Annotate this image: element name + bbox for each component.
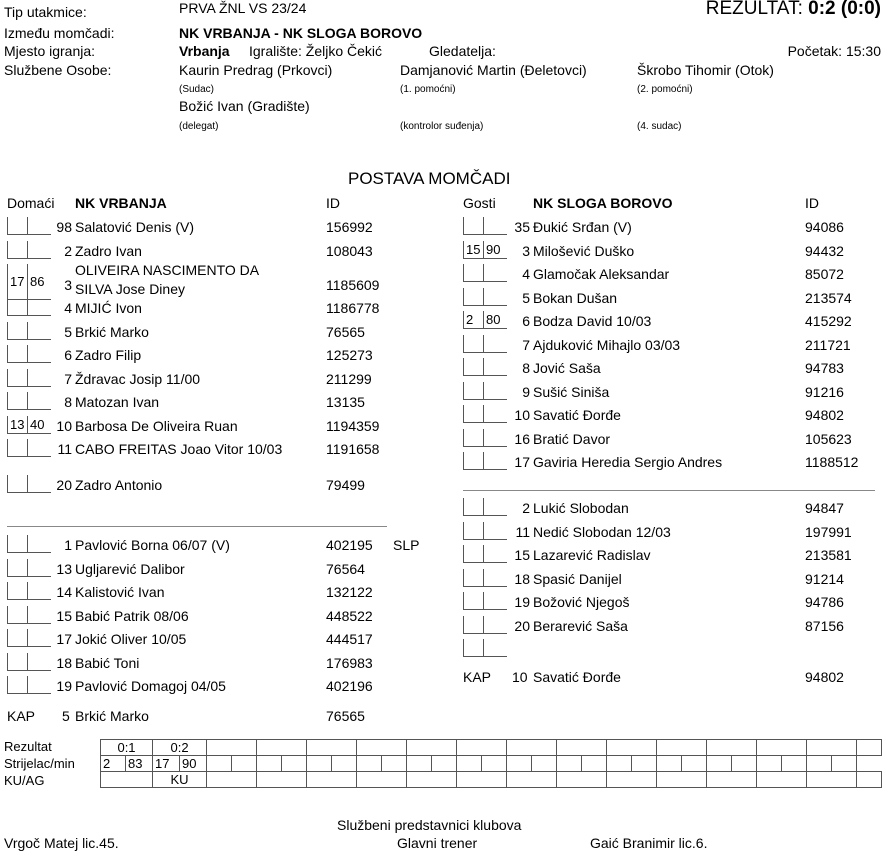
substitution-minute-box <box>7 298 27 316</box>
player-id: 402196 <box>326 678 373 694</box>
substitution-boxes <box>7 369 51 387</box>
player-id: 105623 <box>805 430 852 447</box>
player-id: 1191658 <box>326 441 380 457</box>
substitution-minute-box <box>7 653 27 671</box>
substitution-boxes <box>463 358 507 376</box>
substitution-boxes <box>7 217 51 235</box>
result-cell <box>856 740 881 756</box>
home-team-name: NK VRBANJA <box>75 195 167 211</box>
substitution-boxes <box>463 522 507 540</box>
official-role: (1. pomoćni) <box>400 84 456 95</box>
substitution-minute-box <box>7 369 27 387</box>
kuag-row <box>101 772 882 788</box>
substitution-boxes <box>463 405 507 423</box>
substitution-boxes <box>7 606 51 624</box>
player-id: 213574 <box>805 289 852 306</box>
player-number: 15 <box>514 547 530 563</box>
substitution-boxes <box>7 392 51 410</box>
substitution-minute-box <box>483 498 507 516</box>
player-note: SLP <box>393 537 420 553</box>
player-id: 76564 <box>326 560 365 577</box>
player-number: 17 <box>56 631 72 647</box>
player-name: Bokan Dušan <box>533 289 618 306</box>
substitution-minute-box <box>463 288 483 306</box>
scorer-cell: 17 <box>153 756 180 772</box>
player-id: 91214 <box>805 570 844 587</box>
substitution-boxes <box>463 311 507 329</box>
home-id-header: ID <box>326 195 340 211</box>
substitution-minute-box <box>7 475 27 493</box>
substitution-minute-box <box>483 264 507 282</box>
substitution-boxes <box>463 264 507 282</box>
substitution-minute-box <box>463 264 483 282</box>
player-number: 10 <box>56 417 72 434</box>
substitution-minute-box <box>483 592 507 610</box>
substitution-minute-box: 80 <box>483 311 507 329</box>
result-cell <box>656 740 706 756</box>
player-id: 94783 <box>805 360 844 376</box>
player-id: 415292 <box>805 313 852 329</box>
representatives-title: Službeni predstavnici klubova <box>337 817 522 833</box>
player-name: Matozan Ivan <box>75 394 160 410</box>
player-id: 211299 <box>326 370 372 387</box>
substitution-boxes <box>463 382 507 400</box>
substitution-boxes <box>463 592 507 610</box>
player-number: 10 <box>514 407 530 423</box>
away-side-label: Gosti <box>463 195 496 211</box>
official-name: Damjanović Martin (Đeletovci) <box>400 62 587 78</box>
player-number: 98 <box>56 219 72 235</box>
teams-value: NK VRBANJA - NK SLOGA BOROVO <box>179 25 423 41</box>
venue-label: Mjesto igranja: <box>4 43 96 59</box>
result-cell <box>556 740 606 756</box>
substitution-boxes <box>7 582 51 600</box>
officials-label: Službene Osobe: <box>4 62 112 78</box>
substitution-minute-box <box>463 452 483 470</box>
player-name: Pavlović Domagoj 04/05 <box>75 678 226 694</box>
player-name: Zadro Ivan <box>75 242 142 259</box>
result-cell <box>606 740 656 756</box>
result-cell: 0:1 <box>101 740 153 756</box>
home-divider <box>7 526 387 527</box>
substitution-minute-box <box>463 498 483 516</box>
result-cell <box>806 740 856 756</box>
substitution-minute-box <box>483 545 507 563</box>
result-cell <box>706 740 756 756</box>
substitution-minute-box <box>7 217 27 235</box>
player-name: Sušić Siniša <box>533 383 610 400</box>
player-name: Ugljarević Dalibor <box>75 560 185 577</box>
substitution-minute-box <box>463 592 483 610</box>
kuag-row-label: KU/AG <box>4 773 45 788</box>
result-table <box>100 739 882 788</box>
substitution-boxes <box>7 345 51 363</box>
player-name: Spasić Danijel <box>533 570 622 587</box>
player-number: 14 <box>56 584 72 600</box>
player-id: 176983 <box>326 654 373 671</box>
player-id: 94847 <box>805 500 844 516</box>
player-name: Zadro Filip <box>75 347 142 363</box>
player-id: 211721 <box>805 336 851 353</box>
home-captain-label: KAP <box>7 708 36 724</box>
result-cell <box>756 740 806 756</box>
player-id: 132122 <box>326 584 373 600</box>
substitution-minute-box <box>483 429 507 447</box>
result-cell <box>257 740 307 756</box>
match-type-label: Tip utakmice: <box>4 4 87 20</box>
official-role: (delegat) <box>179 121 219 132</box>
official-role: (2. pomoćni) <box>637 84 693 95</box>
result-cell <box>506 740 556 756</box>
player-id: 94786 <box>805 594 844 610</box>
substitution-minute-box <box>463 616 483 634</box>
substitution-boxes <box>7 653 51 671</box>
player-name: Savatić Đorđe <box>533 407 621 423</box>
kickoff-time: Početak: 15:30 <box>787 43 881 59</box>
substitution-boxes <box>7 416 51 434</box>
player-id: 1185609 <box>326 277 380 293</box>
player-number: 8 <box>64 394 72 410</box>
player-number: 15 <box>56 607 72 624</box>
player-name-continued: SILVA Jose Diney <box>75 281 185 297</box>
substitution-boxes <box>463 616 507 634</box>
official-role: (kontrolor suđenja) <box>400 121 484 132</box>
player-name: Bratić Davor <box>533 430 611 447</box>
player-number: 11 <box>57 441 72 457</box>
home-captain-id: 76565 <box>326 708 365 724</box>
substitution-minute-box <box>463 639 483 657</box>
player-number: 20 <box>514 617 530 634</box>
substitution-minute-box <box>7 439 27 457</box>
player-number: 2 <box>522 500 530 516</box>
substitution-minute-box <box>7 392 27 410</box>
player-number: 5 <box>64 323 72 340</box>
substitution-minute-box <box>7 241 27 259</box>
substitution-minute-box <box>7 535 27 553</box>
away-id-header: ID <box>805 195 819 211</box>
player-id: 108043 <box>326 242 373 259</box>
player-name: Lazarević Radislav <box>533 547 651 563</box>
player-id: 94086 <box>805 219 844 235</box>
substitution-minute-box <box>7 345 27 363</box>
substitution-minute-box <box>483 639 507 657</box>
player-number: 13 <box>56 560 72 577</box>
player-id: 444517 <box>326 631 373 647</box>
scorer-cell: 83 <box>125 756 152 772</box>
player-id: 13135 <box>326 394 365 410</box>
player-number: 6 <box>64 347 72 363</box>
substitution-boxes <box>463 569 507 587</box>
substitution-minute-box <box>463 217 483 235</box>
player-name: Salatović Denis (V) <box>75 219 195 235</box>
substitution-minute-box: 2 <box>463 311 483 329</box>
substitution-minute-box <box>7 559 27 577</box>
official-name: Božić Ivan (Gradište) <box>179 98 310 114</box>
substitution-minute-box <box>7 629 27 647</box>
substitution-minute-box <box>463 522 483 540</box>
result-cell <box>307 740 357 756</box>
kuag-cell: KU <box>153 772 207 788</box>
substitution-boxes <box>7 264 51 300</box>
player-name: Ždravac Josip 11/00 <box>75 370 201 387</box>
substitution-minute-box <box>463 545 483 563</box>
player-name: Bodza David 10/03 <box>533 313 652 329</box>
substitution-minute-box <box>7 606 27 624</box>
player-number: 4 <box>64 300 72 316</box>
official-role: (4. sudac) <box>637 121 682 132</box>
result-label: REZULTAT: <box>705 0 803 19</box>
result-cell <box>456 740 506 756</box>
substitution-minute-box: 86 <box>27 264 51 300</box>
substitution-minute-box <box>463 405 483 423</box>
player-number: 9 <box>522 383 530 400</box>
player-name: Barbosa De Oliveira Ruan <box>75 417 238 434</box>
player-name: Jović Saša <box>533 360 601 376</box>
result-cell <box>356 740 406 756</box>
player-name: Gaviria Heredia Sergio Andres <box>533 454 723 470</box>
substitution-boxes <box>463 288 507 306</box>
away-captain-name: Savatić Đorđe <box>533 669 621 685</box>
player-name: Milošević Duško <box>533 242 635 259</box>
player-number: 11 <box>515 523 530 540</box>
substitution-minute-box <box>483 382 507 400</box>
player-number: 4 <box>522 266 530 282</box>
substitution-minute-box <box>7 322 27 340</box>
player-id: 213581 <box>805 547 852 563</box>
home-captain-number: 5 <box>62 708 70 724</box>
substitution-minute-box <box>7 582 27 600</box>
player-id: 125273 <box>326 347 373 363</box>
head-coach-label: Glavni trener <box>397 835 478 851</box>
substitution-boxes <box>7 439 51 457</box>
official-role: (Sudac) <box>179 84 215 95</box>
substitution-minute-box: 17 <box>7 264 27 300</box>
home-captain-name: Brkić Marko <box>75 708 149 724</box>
substitution-boxes <box>463 217 507 235</box>
pitch-name: Igralište: Željko Čekić <box>249 43 383 59</box>
player-number: 7 <box>64 370 72 387</box>
substitution-minute-box: 13 <box>7 416 27 434</box>
player-number: 19 <box>514 594 530 610</box>
substitution-minute-box <box>483 217 507 235</box>
scorer-row-label: Strijelac/min <box>4 756 75 771</box>
substitution-boxes <box>463 452 507 470</box>
substitution-boxes <box>7 475 51 493</box>
substitution-minute-box <box>463 382 483 400</box>
result-cell <box>207 740 257 756</box>
player-name: OLIVEIRA NASCIMENTO DA <box>75 262 260 278</box>
player-name: Babić Patrik 08/06 <box>75 607 189 624</box>
result-cell: 0:2 <box>153 740 207 756</box>
substitution-minute-box <box>483 616 507 634</box>
player-id: 448522 <box>326 607 373 624</box>
substitution-boxes <box>463 335 507 353</box>
player-number: 35 <box>514 219 530 235</box>
away-representative: Gaić Branimir lic.6. <box>590 835 708 851</box>
player-number: 18 <box>514 570 530 587</box>
player-id: 85072 <box>805 266 844 282</box>
player-number: 3 <box>522 242 530 259</box>
official-name: Škrobo Tihomir (Otok) <box>637 62 774 78</box>
player-number: 3 <box>64 277 72 293</box>
scorer-row <box>101 756 882 772</box>
substitution-boxes <box>463 545 507 563</box>
scorer-cell: 90 <box>180 756 207 772</box>
away-team-name: NK SLOGA BOROVO <box>533 195 673 211</box>
kuag-cell <box>101 772 153 788</box>
away-captain-id: 94802 <box>805 669 844 685</box>
player-number: 19 <box>56 678 72 694</box>
player-name: Kalistović Ivan <box>75 584 165 600</box>
player-number: 8 <box>522 360 530 376</box>
substitution-boxes <box>7 629 51 647</box>
substitution-boxes <box>463 639 507 657</box>
player-name: Pavlović Borna 06/07 (V) <box>75 537 230 553</box>
player-id: 76565 <box>326 323 365 340</box>
player-name: Brkić Marko <box>75 323 149 340</box>
player-id: 197991 <box>805 523 852 540</box>
player-name: Berarević Saša <box>533 617 628 634</box>
player-number: 6 <box>522 313 530 329</box>
substitution-minute-box <box>483 522 507 540</box>
away-captain-number: 10 <box>512 669 528 685</box>
player-number: 2 <box>64 242 72 259</box>
substitution-minute-box <box>463 335 483 353</box>
substitution-boxes <box>7 676 51 694</box>
player-number: 5 <box>522 289 530 306</box>
player-name: Ajduković Mihajlo 03/03 <box>533 336 681 353</box>
home-representative: Vrgoč Matej lic.45. <box>4 835 119 851</box>
player-number: 18 <box>56 654 72 671</box>
official-name: Kaurin Predrag (Prkovci) <box>179 62 333 78</box>
player-id: 91216 <box>805 383 844 400</box>
scorer-cell: 2 <box>101 756 126 772</box>
substitution-minute-box <box>483 358 507 376</box>
player-name: Babić Toni <box>75 654 140 671</box>
player-name: Božović Njegoš <box>533 594 630 610</box>
player-id: 402195 <box>326 537 373 553</box>
player-name: Đukić Srđan (V) <box>533 219 632 235</box>
venue-value: Vrbanja <box>179 43 230 59</box>
result-header <box>706 0 881 20</box>
player-name: Jokić Oliver 10/05 <box>75 631 187 647</box>
teams-label: Između momčadi: <box>4 25 115 41</box>
home-side-label: Domaći <box>7 195 55 211</box>
substitution-minute-box: 15 <box>463 241 483 259</box>
substitution-minute-box <box>463 569 483 587</box>
player-id: 1188512 <box>805 454 859 470</box>
result-value: 0:2 (0:0) <box>808 0 881 19</box>
player-number: 7 <box>522 336 530 353</box>
away-divider <box>463 490 875 491</box>
player-name: Lukić Slobodan <box>533 500 629 516</box>
player-number: 16 <box>514 430 530 447</box>
substitution-minute-box: 40 <box>27 416 51 434</box>
result-cell <box>406 740 456 756</box>
match-type-value: PRVA ŽNL VS 23/24 <box>179 0 307 16</box>
substitution-minute-box <box>483 288 507 306</box>
substitution-minute-box <box>483 569 507 587</box>
lineup-title: POSTAVA MOMČADI <box>348 169 511 188</box>
substitution-minute-box <box>7 676 27 694</box>
player-id: 1186778 <box>326 300 380 316</box>
substitution-minute-box <box>483 452 507 470</box>
substitution-boxes <box>7 322 51 340</box>
player-number: 20 <box>56 476 72 493</box>
player-number: 17 <box>514 454 530 470</box>
substitution-minute-box <box>463 429 483 447</box>
player-id: 1194359 <box>326 417 380 434</box>
substitution-boxes <box>463 241 507 259</box>
player-id: 94432 <box>805 242 844 259</box>
result-row-label: Rezultat <box>4 739 52 754</box>
spectators-label: Gledatelja: <box>429 43 496 59</box>
player-name: Nedić Slobodan 12/03 <box>533 523 671 540</box>
substitution-minute-box: 90 <box>483 241 507 259</box>
away-captain-label: KAP <box>463 669 492 685</box>
player-name: Glamočak Aleksandar <box>533 266 670 282</box>
player-id: 79499 <box>326 476 365 493</box>
substitution-boxes <box>7 559 51 577</box>
player-name: Zadro Antonio <box>75 476 163 493</box>
substitution-boxes <box>463 498 507 516</box>
result-row <box>101 740 882 756</box>
substitution-boxes <box>463 429 507 447</box>
player-id: 87156 <box>805 617 844 634</box>
player-name: CABO FREITAS Joao Vitor 10/03 <box>75 441 283 457</box>
substitution-minute-box <box>483 405 507 423</box>
substitution-boxes <box>7 298 51 316</box>
substitution-minute-box <box>483 335 507 353</box>
player-number: 1 <box>64 537 72 553</box>
player-name: MIJIĆ Ivon <box>75 300 142 316</box>
substitution-boxes <box>7 535 51 553</box>
player-id: 156992 <box>326 219 373 235</box>
player-id: 94802 <box>805 407 844 423</box>
substitution-boxes <box>7 241 51 259</box>
substitution-minute-box <box>463 358 483 376</box>
